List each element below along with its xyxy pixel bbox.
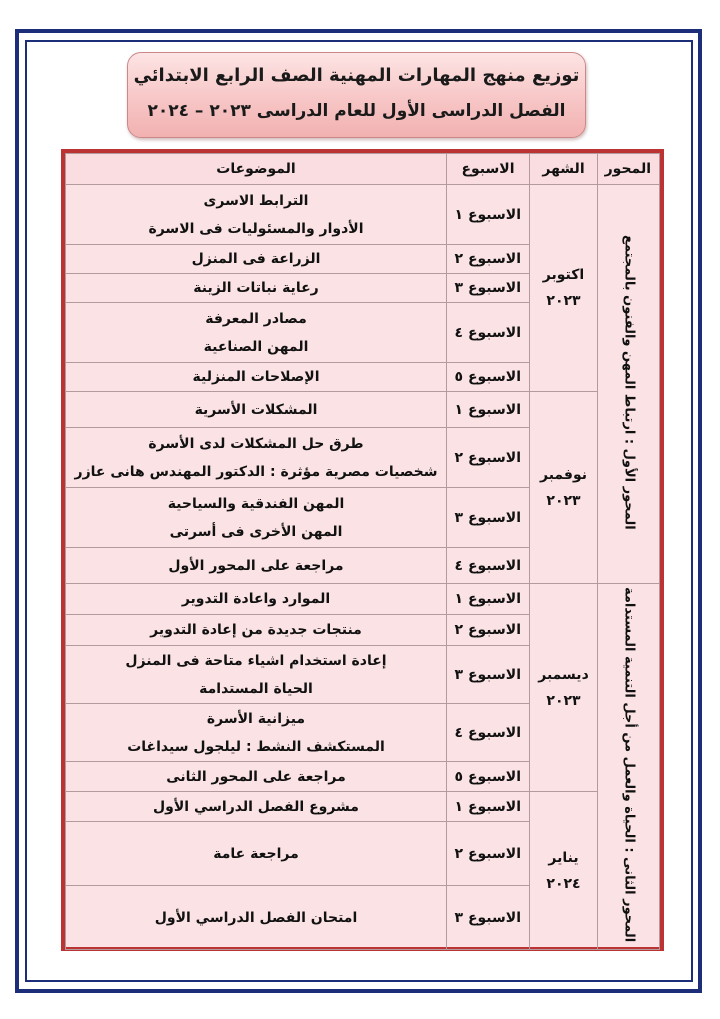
axis-label-2: المحور الثانى : الحياة والعمل من أجل التنمية المستدامة <box>621 586 637 943</box>
topic-cell <box>66 646 447 704</box>
axis-cell-2 <box>598 584 660 950</box>
topic-text: المهن الأخرى فى أسرتى <box>169 523 343 540</box>
month-year: ٢٠٢٣ <box>546 492 581 509</box>
week-cell: الاسبوع ٤ <box>447 303 530 363</box>
week-cell: الاسبوع ١ <box>447 185 530 245</box>
month-cell-december <box>530 584 598 792</box>
month-name: ديسمبر <box>538 666 589 683</box>
topic-cell <box>66 548 447 584</box>
topic-text: المهن الصناعية <box>203 338 309 355</box>
topic-text: مراجعة عامة <box>213 845 299 862</box>
topic-text: مصادر المعرفة <box>205 310 307 327</box>
topic-text: المستكشف النشط : ليلجول سيداغات <box>127 738 385 755</box>
topic-text: الموارد واعادة التدوير <box>181 591 331 607</box>
topic-cell <box>66 363 447 392</box>
table-row <box>66 185 660 245</box>
month-name: نوفمبر <box>539 466 587 483</box>
title-box <box>127 52 586 138</box>
header-topics: الموضوعات <box>66 154 447 185</box>
month-name: اكتوبر <box>542 267 585 283</box>
topic-cell <box>66 274 447 303</box>
week-cell: الاسبوع ٥ <box>447 762 530 792</box>
topic-cell <box>66 428 447 488</box>
topic-cell <box>66 704 447 762</box>
week-cell: الاسبوع ٢ <box>447 245 530 274</box>
topic-cell <box>66 822 447 886</box>
week-cell: الاسبوع ٣ <box>447 646 530 704</box>
week-cell: الاسبوع ٣ <box>447 274 530 303</box>
topic-text: الزراعة فى المنزل <box>191 251 321 267</box>
week-cell: الاسبوع ٢ <box>447 428 530 488</box>
topic-cell <box>66 185 447 245</box>
table-row <box>66 792 660 822</box>
page-subtitle: الفصل الدراسى الأول للعام الدراسى ٢٠٢٣ – ٢٠٢٤ <box>147 101 566 121</box>
topic-text: الإصلاحات المنزلية <box>192 369 320 385</box>
week-cell: الاسبوع ٤ <box>447 704 530 762</box>
month-year: ٢٠٢٤ <box>546 875 581 892</box>
topic-cell <box>66 488 447 548</box>
topic-text: امتحان الفصل الدراسي الأول <box>154 909 358 926</box>
curriculum-table-wrap <box>61 149 664 951</box>
topic-cell <box>66 245 447 274</box>
topic-text: منتجات جديدة من إعادة التدوير <box>150 622 362 638</box>
week-cell: الاسبوع ١ <box>447 792 530 822</box>
table-header-row <box>66 154 660 185</box>
week-cell: الاسبوع ٥ <box>447 363 530 392</box>
month-year: ٢٠٢٣ <box>546 293 581 309</box>
topic-text: الترابط الاسرى <box>203 192 309 209</box>
topic-text: الأدوار والمسئوليات فى الاسرة <box>148 220 364 237</box>
page-title: توزيع منهج المهارات المهنية الصف الرابع الابتدائي <box>133 65 580 86</box>
week-cell: الاسبوع ٢ <box>447 822 530 886</box>
table-row <box>66 584 660 615</box>
axis-label-1: المحور الأول : ارتباط المهن والفنون بالمجتمع <box>621 234 637 530</box>
topic-text: إعادة استخدام اشياء متاحة فى المنزل <box>125 652 387 669</box>
week-cell: الاسبوع ١ <box>447 584 530 615</box>
topic-text: رعاية نباتات الزينة <box>193 280 319 296</box>
topic-cell <box>66 792 447 822</box>
topic-text: الحياة المستدامة <box>199 680 313 697</box>
month-cell-november <box>530 392 598 584</box>
header-week: الاسبوع <box>447 154 530 185</box>
curriculum-table <box>65 153 660 950</box>
week-cell: الاسبوع ١ <box>447 392 530 428</box>
header-month: الشهر <box>530 154 598 185</box>
week-cell: الاسبوع ٤ <box>447 548 530 584</box>
month-name: يناير <box>548 849 579 866</box>
topic-text: المهن الفندقية والسياحية <box>167 495 345 512</box>
axis-cell-1 <box>598 185 660 584</box>
topic-cell <box>66 392 447 428</box>
month-year: ٢٠٢٣ <box>546 692 581 709</box>
week-cell: الاسبوع ٣ <box>447 488 530 548</box>
week-cell: الاسبوع ٢ <box>447 615 530 646</box>
topic-text: مراجعة على المحور الثانى <box>166 768 346 785</box>
table-row <box>66 392 660 428</box>
topic-text: مراجعة على المحور الأول <box>168 557 344 574</box>
topic-text: مشروع الفصل الدراسي الأول <box>153 798 359 815</box>
header-axis: المحور <box>598 154 660 185</box>
topic-text: المشكلات الأسرية <box>194 401 318 418</box>
topic-cell <box>66 615 447 646</box>
topic-text: طرق حل المشكلات لدى الأسرة <box>148 435 364 452</box>
topic-text: ميزانية الأسرة <box>206 710 306 727</box>
topic-cell <box>66 584 447 615</box>
topic-cell <box>66 762 447 792</box>
topic-text: شخصيات مصرية مؤثرة : الدكتور المهندس هانى عازر <box>74 463 438 480</box>
week-cell: الاسبوع ٣ <box>447 886 530 950</box>
topic-cell <box>66 303 447 363</box>
month-cell-january <box>530 792 598 950</box>
month-cell-october <box>530 185 598 392</box>
topic-cell <box>66 886 447 950</box>
